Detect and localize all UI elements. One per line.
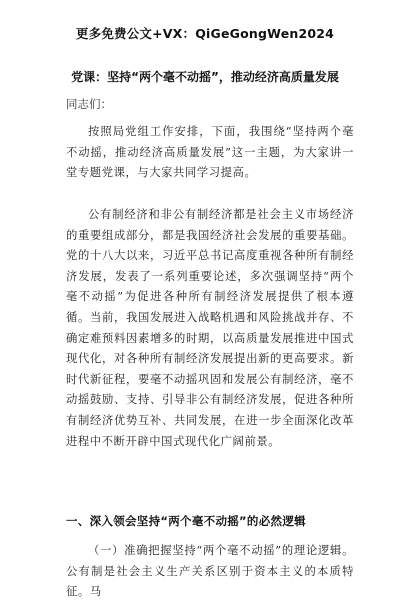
subsection-paragraph: （一）准确把握坚持“两个毫不动摇”的理论逻辑。公有制是社会主义生产关系区别于资本主义的本质特征。马 [66, 544, 354, 599]
salutation: 同志们： [66, 97, 112, 111]
promo-banner: 更多免费公文+VX：QiGeGongWen2024 [75, 26, 335, 41]
paragraph-intro: 按照局党组工作安排，下面，我围绕“坚持两个毫不动摇，推动经济高质量发展”这一主题，为大家讲一堂专题党课，与大家共同学习提高。 [66, 125, 354, 180]
paragraph-background: 公有制经济和非公有制经济都是社会主义市场经济的重要组成部分，都是我国经济社会发展的重要基础。党的十八大以来，习近平总书记高度重视各种所有制经济发展，发表了一系列重要论述，多次强调坚持“两个毫不动摇”为促进各种所有制经济发展提供了根本遵循。当前，我国发展进入战略机遇和风险挑战并存、不确定难预料因素增多的时期，以高质量发展推进中国式现代化，对各种所有制经济发展提出新的更高要求。新时代新征程，要毫不动摇巩固和发展公有制经济，毫不动摇鼓励、支持、引导非公有制经济发展，促进各种所有制经济优势互补、共同发展，在进一步全面深化改革进程中不断开辟中国式现代化广阔前景。 [66, 208, 354, 448]
section-heading: 一、深入领会坚持“两个毫不动摇”的必然逻辑 [66, 514, 306, 528]
document-title: 党课：坚持“两个毫不动摇”，推动经济高质量发展 [71, 70, 339, 84]
